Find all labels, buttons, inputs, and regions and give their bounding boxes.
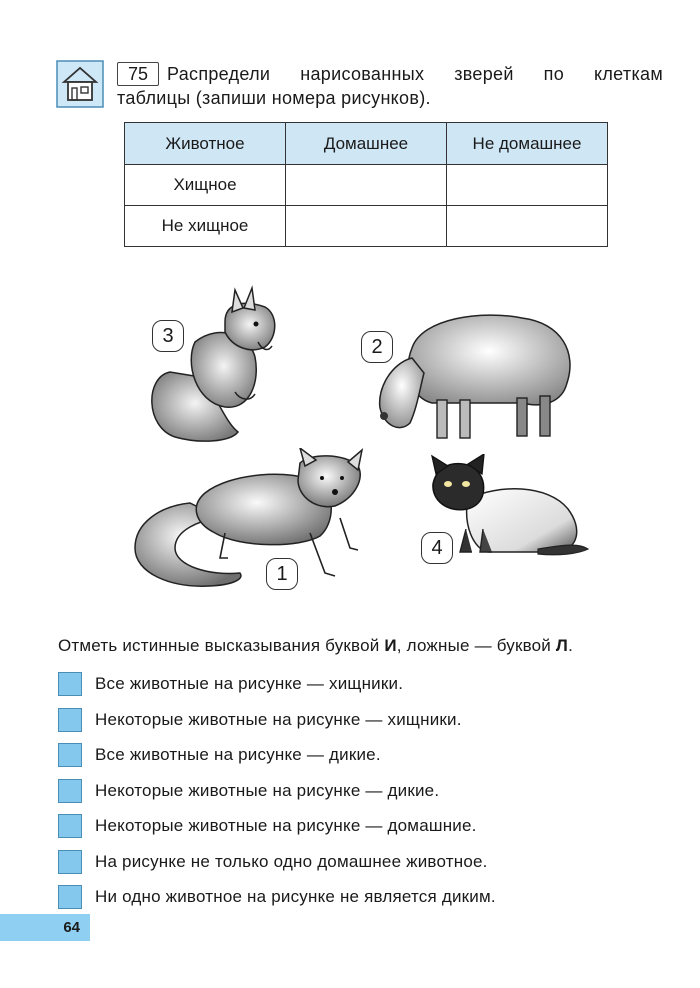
answer-box[interactable] — [58, 885, 82, 909]
table-row — [125, 206, 608, 247]
table-header-wild: Не домашнее — [447, 123, 608, 165]
page-number: 64 — [0, 914, 90, 941]
statement-text: Ни одно животное на рисунке не является диким. — [95, 887, 496, 906]
instruction-text — [58, 636, 573, 656]
answer-box[interactable] — [58, 814, 82, 838]
animal-number-badge-3: 3 — [152, 320, 184, 352]
cell-predator-wild[interactable] — [447, 165, 608, 206]
row-label-predator: Хищное — [125, 165, 286, 206]
true-letter: И — [384, 636, 397, 655]
animal-number-badge-2: 2 — [361, 331, 393, 363]
table-header-row — [125, 123, 608, 165]
statement-text: Все животные на рисунке — дикие. — [95, 745, 381, 764]
task-text-line-2: таблицы (запиши номера рисунков). — [117, 88, 431, 108]
squirrel-illustration — [140, 282, 290, 447]
table-header-domestic: Домашнее — [286, 123, 447, 165]
answer-box[interactable] — [58, 743, 82, 767]
cell-nonpredator-wild[interactable] — [447, 206, 608, 247]
statement-text: Все животные на рисунке — хищники. — [95, 674, 404, 693]
answer-box[interactable] — [58, 708, 82, 732]
table-row — [125, 165, 608, 206]
cell-predator-domestic[interactable] — [286, 165, 447, 206]
instruction-suffix: . — [568, 636, 573, 655]
false-letter: Л — [555, 636, 569, 655]
answer-box[interactable] — [58, 850, 82, 874]
instruction-middle: , ложные — буквой — [396, 636, 556, 655]
answer-box[interactable] — [58, 672, 82, 696]
home-task-icon — [56, 60, 104, 108]
exercise-number: 75 — [117, 62, 159, 86]
row-label-non-predator: Не хищное — [125, 206, 286, 247]
table-header-animal: Животное — [125, 123, 286, 165]
statement-text: Некоторые животные на рисунке — домашние. — [95, 816, 477, 835]
animal-table — [124, 122, 608, 247]
answer-box[interactable] — [58, 779, 82, 803]
animal-number-badge-1: 1 — [266, 558, 298, 590]
statement-text: Некоторые животные на рисунке — хищники. — [95, 709, 462, 729]
animal-number-badge-4: 4 — [421, 532, 453, 564]
sheep-illustration — [372, 308, 582, 448]
fox-illustration — [130, 448, 370, 593]
cell-nonpredator-domestic[interactable] — [286, 206, 447, 247]
task-text-line-1: Распредели нарисованных зверей по клеткам — [167, 64, 663, 84]
statement-text: На рисунке не только одно домашнее животное. — [95, 851, 488, 871]
statement-text: Некоторые животные на рисунке — дикие. — [95, 780, 440, 800]
instruction-prefix: Отметь истинные высказывания буквой — [58, 636, 385, 655]
